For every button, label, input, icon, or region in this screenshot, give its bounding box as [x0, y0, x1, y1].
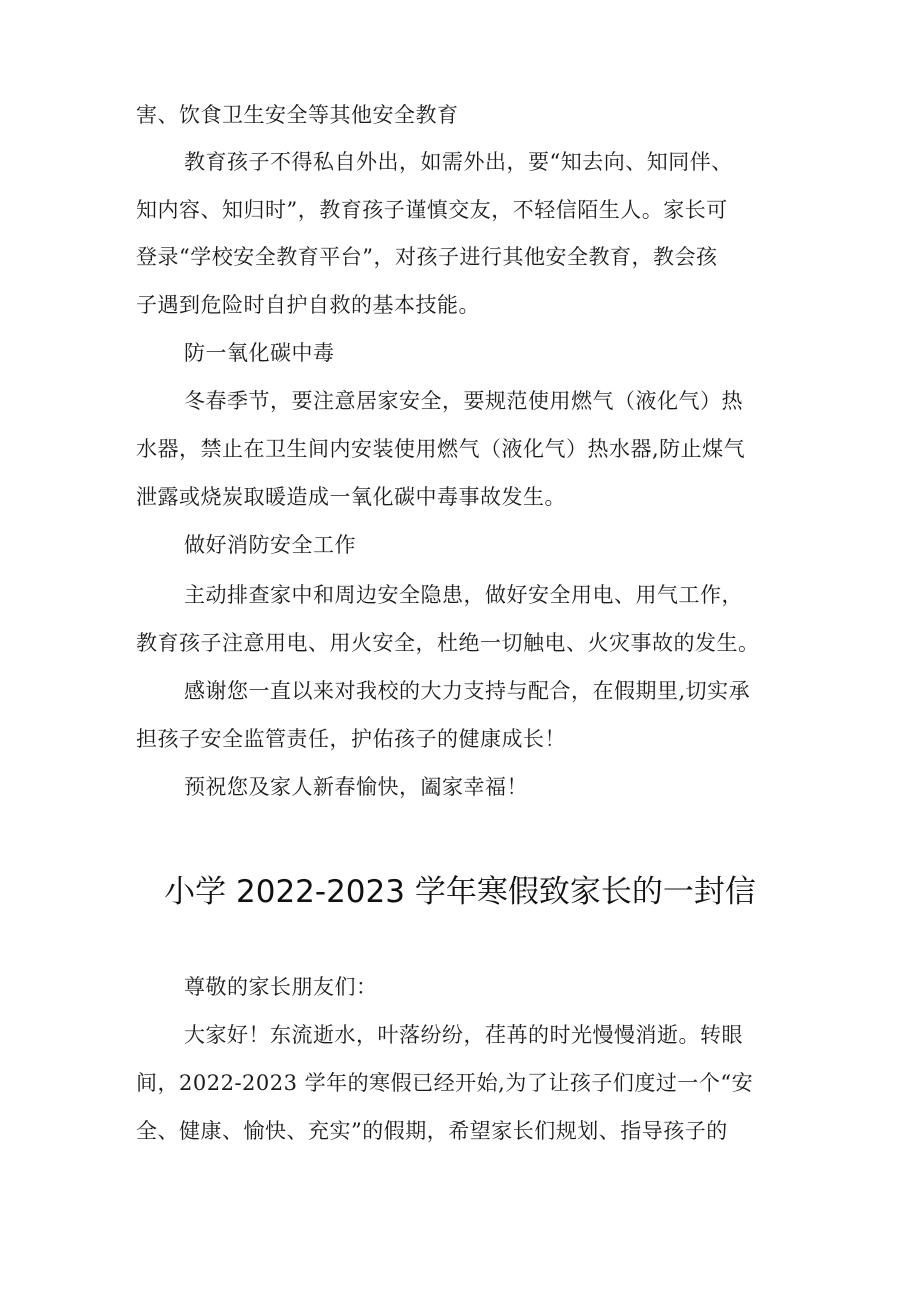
paragraph-line: 登录“学校安全教育平台”，对孩子进行其他安全教育，教会孩: [136, 245, 718, 269]
salutation: 尊敬的家长朋友们：: [184, 975, 378, 999]
paragraph-line: 预祝您及家人新春愉快，阖家幸福！: [184, 775, 528, 799]
paragraph-line: 知内容、知归时”，教育孩子谨慎交友，不轻信陌生人。家长可: [136, 198, 728, 222]
section-heading: 做好消防安全工作: [184, 533, 356, 557]
paragraph-line: 子遇到危险时自护自救的基本技能。: [136, 293, 480, 317]
paragraph-line: 感谢您一直以来对我校的大力支持与配合，在假期里,切实承: [184, 679, 751, 703]
paragraph-line: 主动排查家中和周边安全隐患，做好安全用电、用气工作，: [184, 583, 743, 607]
paragraph-line: 教育孩子不得私自外出，如需外出，要“知去向、知同伴、: [184, 150, 733, 174]
paragraph-line: 冬春季节，要注意居家安全，要规范使用燃气（液化气）热: [184, 389, 743, 413]
paragraph-line: 全、健康、愉快、充实”的假期，希望家长们规划、指导孩子的: [136, 1119, 728, 1143]
paragraph-line: 担孩子安全监管责任，护佑孩子的健康成长！: [136, 727, 566, 751]
paragraph-line: 害、饮食卫生安全等其他安全教育: [136, 103, 459, 127]
paragraph-line: 水器，禁止在卫生间内安装使用燃气（液化气）热水器,防止煤气: [136, 437, 746, 461]
paragraph-line: 泄露或烧炭取暖造成一氧化碳中毒事故发生。: [136, 485, 566, 509]
paragraph-line: 大家好！东流逝水，叶落纷纷，荏苒的时光慢慢消逝。转眼: [184, 1023, 743, 1047]
section-heading: 防一氧化碳中毒: [184, 341, 335, 365]
paragraph-line: 间，2022-2023 学年的寒假已经开始,为了让孩子们度过一个“安: [136, 1071, 754, 1095]
paragraph-line: 教育孩子注意用电、用火安全，杜绝一切触电、火灾事故的发生。: [136, 631, 760, 655]
letter-title: 小学 2022-2023 学年寒假致家长的一封信: [164, 874, 756, 910]
